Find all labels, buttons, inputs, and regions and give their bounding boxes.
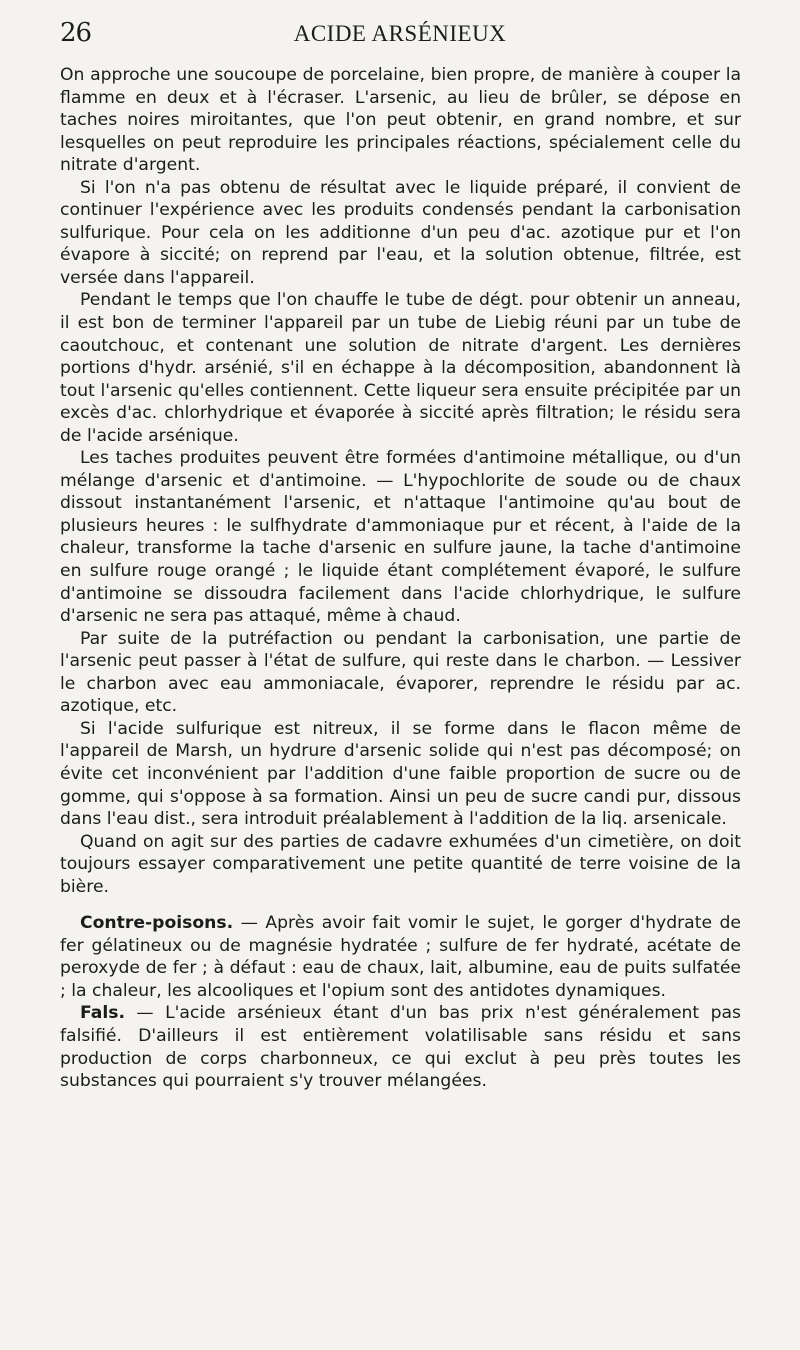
section-contre-poisons — [60, 912, 741, 1002]
paragraph: Par suite de la putréfaction ou pendant la carbonisation, une partie de l'arsenic peut passer à l'état de sulfure, qui reste dans le charbon. — Lessiver le charbon avec eau ammoniacale, évaporer, reprendre le résidu par ac. azotique, etc. — [60, 628, 741, 717]
running-title: ACIDE ARSÉNIEUX — [293, 21, 507, 46]
section-text: — Après avoir fait vomir le sujet, le gorger d'hydrate de fer gélatineux ou de magnésie hydratée ; sulfure de fer hydraté, acétate de peroxyde de fer ; à défaut : eau de chaux, lait, albumine, eau de puits sulfatée ; la chaleur, les alcooliques et l'opium sont des antidotes dynamiques. — [60, 913, 741, 1001]
section-heading: Fals. — [80, 1003, 125, 1024]
page-header — [60, 18, 740, 58]
body-text — [60, 64, 741, 1093]
section-fals — [60, 1002, 741, 1092]
page-number: 26 — [60, 18, 92, 48]
section-heading: Contre-poisons. — [80, 913, 234, 934]
paragraph: On approche une soucoupe de porcelaine, bien propre, de manière à couper la flamme en deux et à l'écraser. L'arsenic, au lieu de brûler, se dépose en taches noires miroitantes, que l'on peut obtenir, en grand nombre, et sur lesquelles on peut reproduire les principales réactions, spécialement celle du nitrate d'argent. — [60, 65, 741, 176]
section-text: — L'acide arsénieux étant d'un bas prix n'est généralement pas falsifié. D'ailleurs il est entièrement volatilisable sans résidu et sans production de corps charbonneux, ce qui exclut à peu près toutes les substances qui pourraient s'y trouver mélangées. — [60, 1003, 741, 1092]
paragraph: Si l'acide sulfurique est nitreux, il se forme dans le flacon même de l'appareil de Marsh, un hydrure d'arsenic solide qui n'est pas décomposé; on évite cet inconvénient par l'addition d'une faible proportion de sucre ou de gomme, qui s'oppose à sa formation. Ainsi un peu de sucre candi pur, dissous dans l'eau dist., sera introduit préalablement à l'addition de la liq. arsenicale. — [60, 718, 741, 830]
paragraph: Pendant le temps que l'on chauffe le tube de dégt. pour obtenir un anneau, il est bon de terminer l'appareil par un tube de Liebig réuni par un tube de caoutchouc, et contenant une solution de nitrate d'argent. Les dernières portions d'hydr. arsénié, s'il en échappe à la décomposition, abandonnent là tout l'arsenic qu'elles contiennent. Cette liqueur sera ensuite précipitée par un excès d'ac. chlorhydrique et évaporée à siccité après filtration; le résidu sera de l'acide arsénique. — [60, 290, 741, 446]
paragraph: Quand on agit sur des parties de cadavre exhumées d'un cimetière, on doit toujours essayer comparativement une petite quantité de terre voisine de la bière. — [60, 831, 741, 897]
paragraph: Si l'on n'a pas obtenu de résultat avec le liquide préparé, il convient de continuer l'expérience avec les produits condensés pendant la carbonisation sulfurique. Pour cela on les additionne d'un peu d'ac. azotique pur et l'on évapore à siccité; on reprend par l'eau, et la solution obtenue, filtrée, est versée dans l'appareil. — [60, 177, 741, 288]
paragraph: Les taches produites peuvent être formées d'antimoine métallique, ou d'un mélange d'arsenic et d'antimoine. — L'hypochlorite de soude ou de chaux dissout instantanément l'arsenic, et n'attaque l'antimoine qu'au bout de plusieurs heures : le sulfhydrate d'ammoniaque pur et récent, à l'aide de la chaleur, transforme la tache d'arsenic en sulfure jaune, la tache d'antimoine en sulfure rouge orangé ; le liquide étant complétement évaporé, le sulfure d'antimoine se dissoudra facilement dans l'acide chlorhydrique, le sulfure d'arsenic ne sera pas attaqué, même à chaud. — [60, 448, 741, 627]
